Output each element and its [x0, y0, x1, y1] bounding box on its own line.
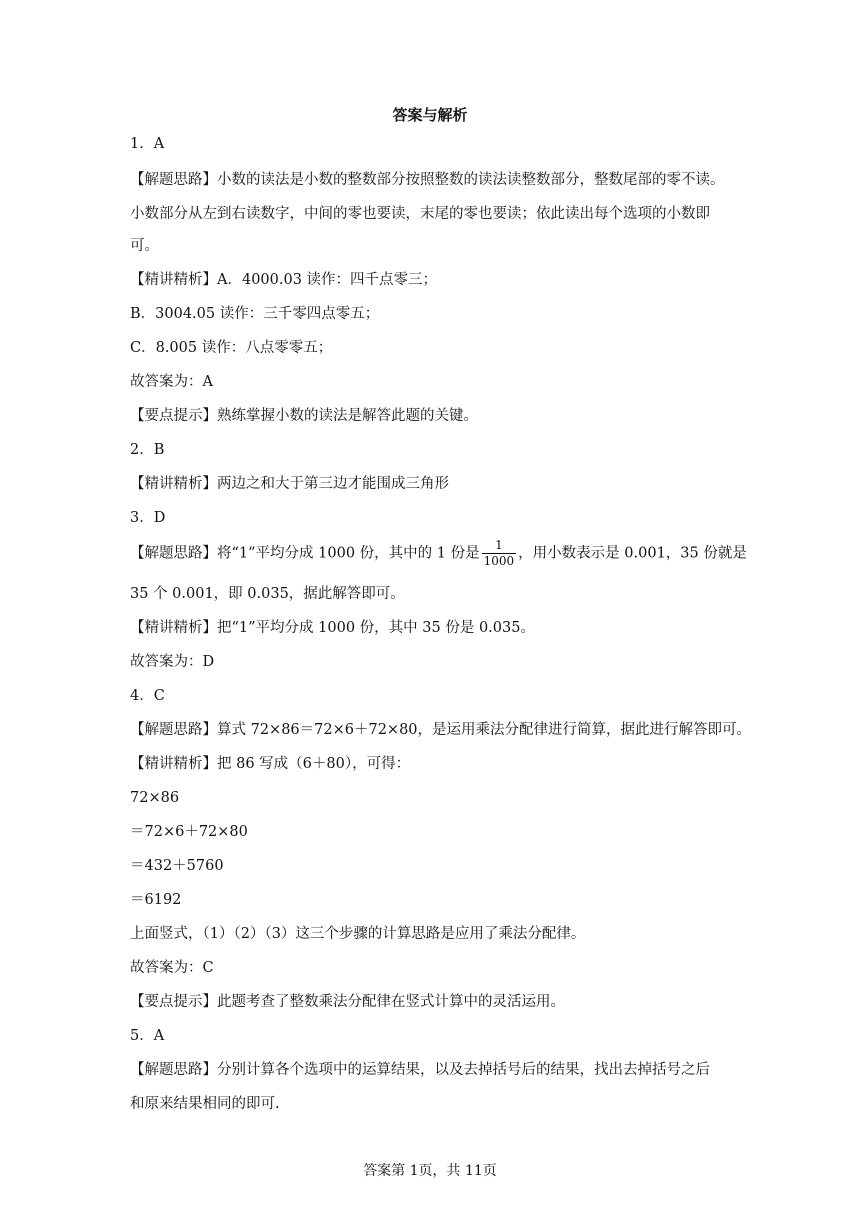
page-title: 答案与解析: [392, 106, 468, 124]
answer-3-analysis: 【精讲精析】把“1”平均分成 1000 份，其中 35 份是 0.035。: [130, 620, 535, 636]
page-footer: 答案第 1页，共 11页: [363, 1163, 497, 1179]
answer-2-analysis: 【精讲精析】两边之和大于第三边才能围成三角形: [130, 476, 449, 492]
answer-4-explanation: 上面竖式，（1）（2）（3）这三个步骤的计算思路是应用了乘法分配律。: [130, 926, 586, 942]
answer-3-idea-text-a: 【解题思路】将“1”平均分成 1000 份，其中的 1 份是: [130, 545, 480, 562]
answer-1-final: 故答案为：A: [130, 374, 213, 390]
answer-4-step-2: ＝72×6＋72×80: [130, 824, 248, 840]
answer-1-idea-line-2: 小数部分从左到右读数字，中间的零也要读，末尾的零也要读；依此读出每个选项的小数即: [130, 206, 710, 222]
answer-3-final: 故答案为：D: [130, 654, 215, 670]
answer-3-idea-line-1: [130, 538, 747, 569]
answer-4-step-3: ＝432＋5760: [130, 858, 224, 874]
answer-4-heading: 4．C: [130, 688, 165, 704]
answer-4-final: 故答案为：C: [130, 960, 214, 976]
answer-4-step-4: ＝6192: [130, 892, 182, 908]
answer-1-analysis-c: C．8.005 读作：八点零零五；: [130, 340, 333, 356]
answer-3-heading: 3．D: [130, 510, 166, 526]
answer-5-idea-line-2: 和原来结果相同的即可.: [130, 1096, 280, 1112]
answer-3-idea-line-2: 35 个 0.001，即 0.035，据此解答即可。: [130, 586, 405, 602]
answer-3-idea-text-b: ，用小数表示是 0.001，35 份就是: [518, 545, 747, 562]
answer-5-idea-line-1: 【解题思路】分别计算各个选项中的运算结果，以及去掉括号后的结果，找出去掉括号之后: [130, 1062, 710, 1078]
answer-4-tip: 【要点提示】此题考查了整数乘法分配律在竖式计算中的灵活运用。: [130, 994, 565, 1010]
answer-4-analysis: 【精讲精析】把 86 写成（6＋80），可得：: [130, 756, 411, 772]
answer-5-heading: 5．A: [130, 1028, 165, 1044]
answer-1-tip: 【要点提示】熟练掌握小数的读法是解答此题的关键。: [130, 408, 478, 424]
answer-4-step-1: 72×86: [130, 790, 180, 806]
answer-1-heading: 1．A: [130, 136, 165, 152]
fraction-one-thousandth: [482, 538, 517, 569]
fraction-denominator: 1000: [483, 554, 515, 568]
answer-1-idea-line-1: 【解题思路】小数的读法是小数的整数部分按照整数的读法读整数部分，整数尾部的零不读。: [130, 172, 725, 188]
answer-1-idea-line-3: 可。: [130, 238, 159, 254]
answer-2-heading: 2．B: [130, 442, 165, 458]
answer-1-analysis-a: 【精讲精析】A．4000.03 读作：四千点零三；: [130, 272, 438, 288]
answer-4-idea: 【解题思路】算式 72×86＝72×6＋72×80，是运用乘法分配律进行简算，据此进行解答即可。: [130, 722, 752, 738]
fraction-numerator: 1: [495, 538, 503, 552]
answer-1-analysis-b: B．3004.05 读作：三千零四点零五；: [130, 306, 380, 322]
